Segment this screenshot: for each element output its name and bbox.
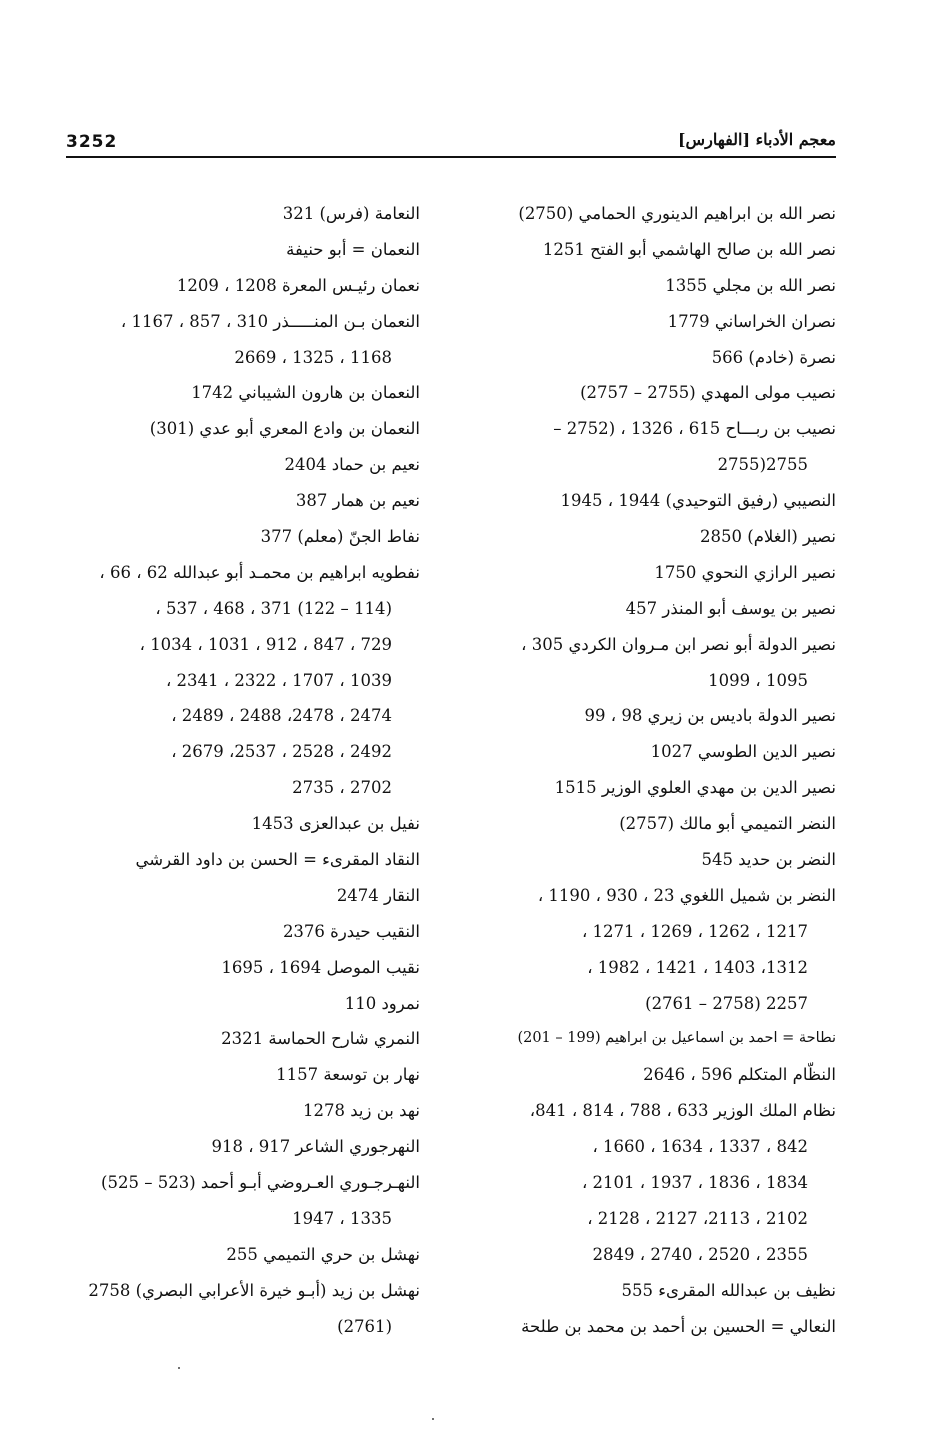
index-entry: نصر الله بن ابراهيم الدينوري الحمامي (2750) (518, 204, 836, 223)
index-entry: نهشل بن حري التميمي 255 (226, 1244, 420, 1264)
index-entry: نصران الخراساني 1779 (667, 311, 836, 331)
index-entry-continuation: 1095 ، 1099 (708, 670, 808, 690)
index-entry-continuation: 842 ، 1337 ، 1634 ، 1660 ، (592, 1137, 808, 1157)
index-entry: نهشل بن زيد (أبـو خيرة الأعرابي البصري) 2758 (88, 1280, 420, 1300)
index-entry-continuation: 2474 ، 2478، 2488 ، 2489 ، (171, 706, 392, 726)
index-entry: النقار 2474 (336, 885, 420, 905)
index-column-right (456, 196, 836, 1345)
index-entry: نصيب مولى المهدي (2755 – 2757) (580, 383, 836, 403)
index-entry-continuation: (2761) (337, 1316, 392, 1336)
scan-speck (432, 1418, 434, 1420)
index-entry: نعيم بن حماد 2404 (284, 455, 420, 475)
index-entry-continuation: 729 ، 847 ، 912 ، 1031 ، 1034 ، (139, 634, 392, 654)
index-entry: نعيم بن همار 387 (295, 491, 420, 511)
index-entry: نفاط الجنّ (معلم) 377 (260, 527, 420, 547)
index-entry-continuation: 2492 ، 2528 ، 2537، 2679 ، (171, 742, 392, 762)
index-entry: النظّام المتكلم 596 ، 2646 (643, 1065, 836, 1085)
index-entry: النضر التميمي أبو مالك (2757) (619, 814, 836, 834)
index-entry: نصر الله بن مجلي 1355 (665, 275, 836, 295)
index-entry: نصر الله بن صالح الهاشمي أبو الفتح 1251 (542, 239, 836, 259)
index-entry-continuation: 2755(2755 (717, 455, 808, 475)
index-entry-continuation: 2702 ، 2735 (292, 778, 392, 798)
index-entry: النهرجوري الشاعر 917 ، 918 (211, 1137, 420, 1157)
index-entry: النضر بن حديد 545 (701, 850, 836, 870)
page-header (66, 128, 836, 158)
index-entry: نصير الدولة باديس بن زيري 98 ، 99 (584, 706, 836, 726)
index-entry: النعالي = الحسين بن أحمد بن محمد بن طلحة (521, 1316, 836, 1336)
index-entry: نفطويه ابراهيم بن محمـد أبو عبدالله 62 ، 66 ، (99, 562, 420, 582)
index-entry: نصيب بن ربـــاح 615 ، 1326 ، (2752 – (553, 419, 836, 439)
index-entry: النهـرجـوري العـروضي أبـو أحمد (523 – 525) (101, 1173, 420, 1193)
index-entry: النعمان بـن المنـــــذر 310 ، 857 ، 1167 ، (120, 311, 420, 331)
index-entry-continuation: 1312، 1403 ، 1421 ، 1982 ، (587, 957, 808, 977)
index-entry-continuation: 2355 ، 2520 ، 2740 ، 2849 (592, 1244, 808, 1264)
index-entry-continuation: 1217 ، 1262 ، 1269 ، 1271 ، (581, 921, 808, 941)
index-entry: نفيل بن عبدالعزى 1453 (251, 814, 420, 834)
index-entry-continuation: 2257 (2758 – 2761) (645, 993, 808, 1013)
index-entry: نمرود 110 (344, 993, 420, 1013)
index-entry: النضر بن شميل اللغوي 23 ، 930 ، 1190 ، (537, 885, 836, 905)
index-entry: النعمان = أبو حنيفة (286, 239, 420, 259)
index-entry: نطاحة = احمد بن اسماعيل بن ابراهيم (199 – 201) (517, 1030, 836, 1047)
index-entry: نصير (الغلام) 2850 (700, 527, 836, 547)
index-entry: نقيب الموصل 1694 ، 1695 (221, 957, 420, 977)
index-entry-continuation: 1039 ، 1707 ، 2322 ، 2341 ، (165, 670, 392, 690)
index-entry: النقاد المقرىء = الحسن بن داود القرشي (135, 850, 420, 870)
index-entry: النمري شارح الحماسة 2321 (221, 1029, 420, 1049)
index-entry-continuation: 1168 ، 1325 ، 2669 (234, 347, 392, 367)
index-entry-continuation: 1834 ، 1836 ، 1937 ، 2101 ، (581, 1173, 808, 1193)
index-entry: نظام الملك الوزير 633 ، 788 ، 814 ، 841، (529, 1101, 836, 1121)
index-entry: النصيبي (رفيق التوحيدي) 1944 ، 1945 (560, 491, 836, 511)
page-number: 3252 (66, 132, 118, 152)
index-entry: النعامة (فرس) 321 (282, 204, 420, 223)
scan-speck (178, 1367, 180, 1369)
index-entry: نصير الدين الطوسي 1027 (650, 742, 836, 762)
index-entry: نصير الدين بن مهدي العلوي الوزير 1515 (554, 778, 836, 798)
index-entry: نهار بن توسعة 1157 (276, 1065, 420, 1085)
index-entry: نصير الدولة أبو نصر ابن مـروان الكردي 305 ، (521, 634, 836, 654)
index-entry: النعمان بن هارون الشيباني 1742 (191, 383, 420, 403)
index-entry-continuation: (114 – 122) 371 ، 468 ، 537 ، (155, 598, 392, 618)
index-entry: نظيف بن عبدالله المقرىء 555 (621, 1280, 836, 1300)
index-entry: النقيب حيدرة 2376 (282, 921, 420, 941)
index-entry: نصرة (خادم) 566 (711, 347, 836, 367)
index-entry: نصير الرازي النحوي 1750 (654, 562, 836, 582)
index-entry: نصير بن يوسف أبو المنذر 457 (625, 598, 836, 618)
index-entry-continuation: 2102 ، 2113، 2127 ، 2128 ، (587, 1208, 808, 1228)
index-entry: نهد بن زيد 1278 (303, 1101, 420, 1121)
index-entry: نعمان رئيـس المعرة 1208 ، 1209 (176, 275, 420, 295)
index-entry: النعمان بن وادع المعري أبو عدي (301) (149, 419, 420, 439)
running-head: معجم الأدباء [الفهارس] (677, 130, 836, 149)
index-entry-continuation: 1335 ، 1947 (292, 1208, 392, 1228)
header-rule (66, 156, 836, 158)
index-column-left (60, 196, 420, 1345)
